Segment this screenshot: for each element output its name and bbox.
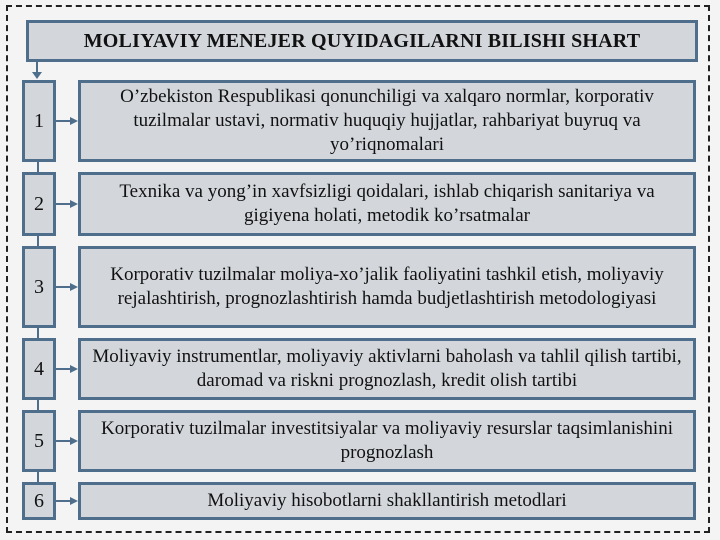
right-arrow-icon <box>56 436 78 446</box>
step-text-2: Texnika va yong’in xavfsizligi qoidalari, ishlab chiqarish sanitariya va gigiyena holati, metodik ko’rsatmalar <box>78 172 696 236</box>
step-text-3: Korporativ tuzilmalar moliya-xo’jalik faoliyatini tashkil etish, moliyaviy rejalashtirish, prognozlashtirish hamda budjetlashtirish metodologiyasi <box>78 246 696 328</box>
right-arrow-icon <box>56 364 78 374</box>
step-text-4: Moliyaviy instrumentlar, moliyaviy aktivlarni baholash va tahlil qilish tartibi, daromad va riskni prognozlash, kredit olish tartibi <box>78 338 696 400</box>
step-text-5: Korporativ tuzilmalar investitsiyalar va moliyaviy resurslar taqsimlanishini prognozlash <box>78 410 696 472</box>
right-arrow-icon <box>56 116 78 126</box>
right-arrow-icon <box>56 199 78 209</box>
connector-line <box>37 162 39 172</box>
step-number-4: 4 <box>22 338 56 400</box>
connector-line <box>37 328 39 338</box>
right-arrow-icon <box>56 496 78 506</box>
down-arrow-icon <box>29 62 45 80</box>
step-number-5: 5 <box>22 410 56 472</box>
step-number-3: 3 <box>22 246 56 328</box>
step-text-6: Moliyaviy hisobotlarni shakllantirish metodlari <box>78 482 696 520</box>
chart-title: MOLIYAVIY MENEJER QUYIDAGILARNI BILISHI SHART <box>26 20 698 62</box>
step-number-6: 6 <box>22 482 56 520</box>
connector-line <box>37 236 39 246</box>
right-arrow-icon <box>56 282 78 292</box>
connector-line <box>37 400 39 410</box>
connector-line <box>37 472 39 482</box>
step-text-1: O’zbekiston Respublikasi qonunchiligi va xalqaro normlar, korporativ tuzilmalar ustavi, normativ huquqiy hujjatlar, rahbariyat buyruq va yo’riqnomalari <box>78 80 696 162</box>
step-number-1: 1 <box>22 80 56 162</box>
step-number-2: 2 <box>22 172 56 236</box>
